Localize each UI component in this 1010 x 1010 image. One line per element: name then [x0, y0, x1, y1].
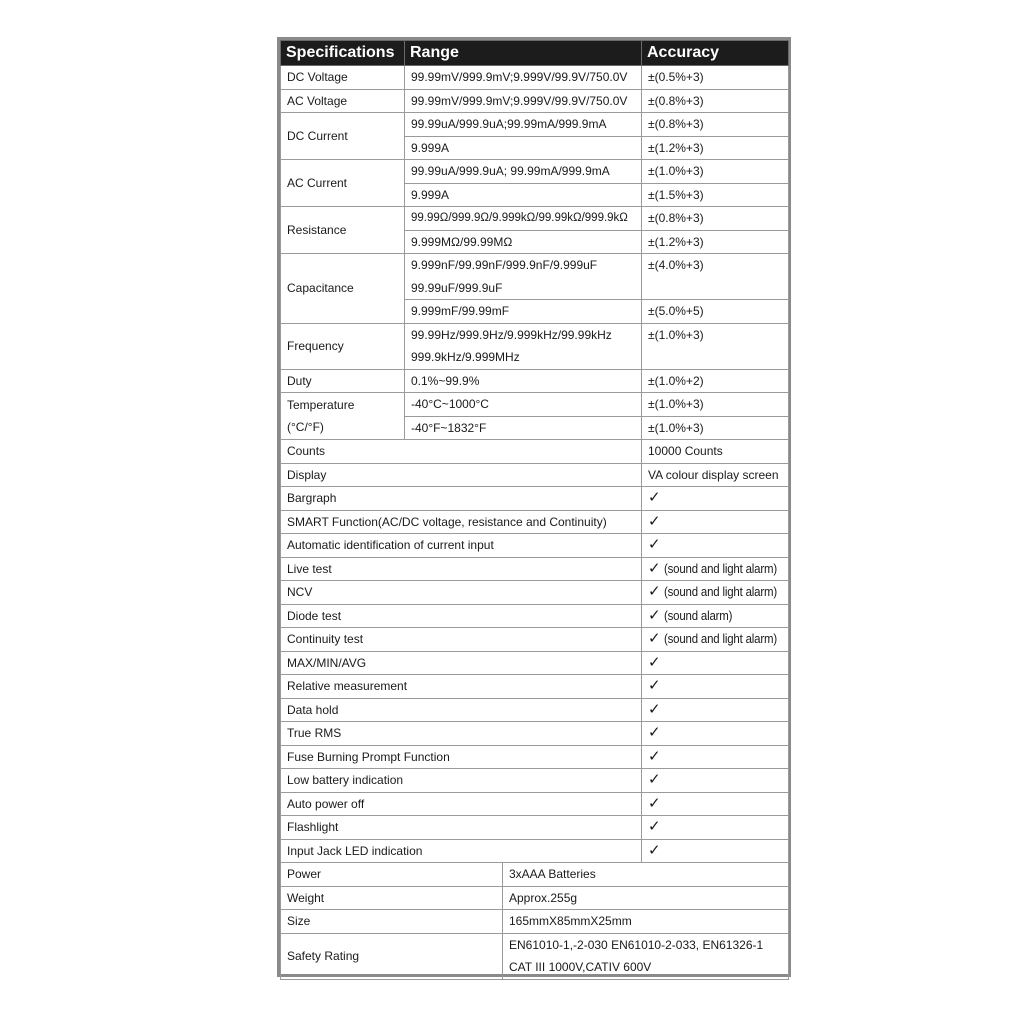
spec-sheet: [277, 37, 791, 977]
feature-value-text: VA colour display screen: [648, 467, 779, 482]
check-icon: ✓: [648, 489, 661, 506]
feature-row: [281, 722, 789, 746]
feature-row: [281, 745, 789, 769]
check-icon: ✓: [648, 771, 661, 788]
feature-row: [281, 487, 789, 511]
check-icon: ✓: [648, 653, 661, 671]
accuracy-resistance-1: ±(0.8%+3): [642, 207, 789, 231]
check-icon: ✓: [648, 794, 661, 812]
feature-value: [642, 440, 789, 464]
range-dc-current-2: 9.999A: [405, 136, 642, 160]
feature-row: [281, 839, 789, 863]
label-ac-current: AC Current: [281, 160, 405, 207]
accuracy-capacitance-1: ±(4.0%+3): [642, 254, 789, 300]
row-frequency: [281, 323, 789, 369]
general-section: [281, 863, 789, 980]
label-ac-voltage: AC Voltage: [281, 89, 405, 113]
accuracy-duty: ±(1.0%+2): [642, 369, 789, 393]
feature-row: [281, 581, 789, 605]
feature-value: [642, 816, 789, 840]
accuracy-temperature-2: ±(1.0%+3): [642, 416, 789, 440]
range-ac-current-2: 9.999A: [405, 183, 642, 207]
row-dc-voltage: [281, 66, 789, 90]
feature-label: Fuse Burning Prompt Function: [281, 745, 642, 769]
range-capacitance-1: [405, 254, 642, 300]
row-duty: [281, 369, 789, 393]
feature-note: (sound and light alarm): [663, 631, 777, 646]
header-range: Range: [405, 41, 642, 66]
feature-value: [642, 651, 789, 675]
label-capacitance: Capacitance: [281, 254, 405, 324]
accuracy-dc-current-2: ±(1.2%+3): [642, 136, 789, 160]
feature-label: Auto power off: [281, 792, 642, 816]
row-resistance-1: [281, 207, 789, 231]
row-size: [281, 910, 789, 934]
label-temperature: [281, 393, 405, 440]
feature-row: [281, 557, 789, 581]
check-icon: ✓: [648, 677, 661, 694]
feature-note: (sound and light alarm): [663, 560, 777, 576]
feature-row: [281, 628, 789, 652]
value-power: 3xAAA Batteries: [503, 863, 789, 887]
feature-value: [642, 698, 789, 722]
feature-row: [281, 816, 789, 840]
range-resistance-2: 9.999MΩ/99.99MΩ: [405, 230, 642, 254]
accuracy-ac-current-2: ±(1.5%+3): [642, 183, 789, 207]
accuracy-temperature-1: ±(1.0%+3): [642, 393, 789, 417]
row-ac-voltage: [281, 89, 789, 113]
label-weight: Weight: [281, 886, 503, 910]
label-power: Power: [281, 863, 503, 887]
feature-row: [281, 463, 789, 487]
feature-row: [281, 440, 789, 464]
feature-value: [642, 604, 789, 628]
feature-row: [281, 510, 789, 534]
check-icon: ✓: [648, 536, 661, 553]
accuracy-ac-voltage: ±(0.8%+3): [642, 89, 789, 113]
feature-value: [642, 745, 789, 769]
feature-row: [281, 651, 789, 675]
check-icon: ✓: [648, 747, 661, 765]
value-safety-line1: EN61010-1,-2-030 EN61010-2-033, EN61326-1: [509, 937, 764, 952]
value-weight: Approx.255g: [503, 886, 789, 910]
range-ac-voltage: 99.99mV/999.9mV;9.999V/99.9V/750.0V: [405, 89, 642, 113]
range-temperature-2: -40°F~1832°F: [405, 416, 642, 440]
header-accuracy: Accuracy: [642, 41, 789, 66]
feature-label: Low battery indication: [281, 769, 642, 793]
feature-label: Continuity test: [281, 628, 642, 652]
row-safety: [281, 933, 789, 979]
feature-label: Input Jack LED indication: [281, 839, 642, 863]
row-weight: [281, 886, 789, 910]
value-safety: [503, 933, 789, 979]
feature-label: Display: [281, 463, 642, 487]
feature-label: Live test: [281, 557, 642, 581]
feature-row: [281, 769, 789, 793]
value-size: 165mmX85mmX25mm: [503, 910, 789, 934]
range-capacitance-2: 9.999mF/99.99mF: [405, 300, 642, 324]
feature-value: [642, 463, 789, 487]
range-frequency-line1: 99.99Hz/999.9Hz/9.999kHz/99.99kHz: [411, 327, 612, 342]
accuracy-ac-current-1: ±(1.0%+3): [642, 160, 789, 184]
feature-row: [281, 698, 789, 722]
label-safety: Safety Rating: [281, 933, 503, 979]
feature-label: Counts: [281, 440, 642, 464]
range-dc-current-1: 99.99uA/999.9uA;99.99mA/999.9mA: [405, 113, 642, 137]
feature-note: (sound alarm): [663, 607, 733, 623]
range-duty: 0.1%~99.9%: [405, 369, 642, 393]
range-frequency-line2: 999.9kHz/9.999MHz: [411, 350, 520, 364]
row-power: [281, 863, 789, 887]
accuracy-capacitance-2: ±(5.0%+5): [642, 300, 789, 324]
feature-label: Bargraph: [281, 487, 642, 511]
feature-value: [642, 510, 789, 534]
check-icon: ✓: [648, 818, 661, 835]
header-specifications: Specifications: [281, 41, 405, 66]
range-dc-voltage: 99.99mV/999.9mV;9.999V/99.9V/750.0V: [405, 66, 642, 90]
label-dc-voltage: DC Voltage: [281, 66, 405, 90]
feature-label: SMART Function(AC/DC voltage, resistance and Continuity): [281, 510, 642, 534]
feature-label: Relative measurement: [281, 675, 642, 699]
check-icon: ✓: [648, 559, 661, 577]
label-dc-current: DC Current: [281, 113, 405, 160]
row-temperature-1: [281, 393, 789, 417]
label-size: Size: [281, 910, 503, 934]
feature-row: [281, 534, 789, 558]
feature-value: [642, 675, 789, 699]
check-icon: ✓: [648, 583, 661, 600]
feature-label: Diode test: [281, 604, 642, 628]
feature-label: Automatic identification of current input: [281, 534, 642, 558]
feature-row: [281, 604, 789, 628]
feature-value: [642, 839, 789, 863]
feature-label: Data hold: [281, 698, 642, 722]
feature-label: Flashlight: [281, 816, 642, 840]
feature-value: [642, 557, 789, 581]
features-section: [281, 440, 789, 863]
label-frequency: Frequency: [281, 323, 405, 369]
accuracy-dc-voltage: ±(0.5%+3): [642, 66, 789, 90]
range-resistance-1: 99.99Ω/999.9Ω/9.999kΩ/99.99kΩ/999.9kΩ: [405, 207, 642, 231]
row-capacitance-1: [281, 254, 789, 300]
row-ac-current-1: [281, 160, 789, 184]
check-icon: ✓: [648, 841, 661, 859]
range-capacitance-1-line1: 9.999nF/99.99nF/999.9nF/9.999uF: [411, 258, 598, 272]
accuracy-resistance-2: ±(1.2%+3): [642, 230, 789, 254]
feature-value: [642, 722, 789, 746]
range-temperature-1: -40°C~1000°C: [405, 393, 642, 417]
feature-value: [642, 628, 789, 652]
row-dc-current-1: [281, 113, 789, 137]
feature-row: [281, 675, 789, 699]
feature-label: NCV: [281, 581, 642, 605]
label-temperature-line1: Temperature: [287, 397, 355, 412]
feature-label: True RMS: [281, 722, 642, 746]
header-row: [281, 41, 789, 66]
feature-label: MAX/MIN/AVG: [281, 651, 642, 675]
accuracy-dc-current-1: ±(0.8%+3): [642, 113, 789, 137]
check-icon: ✓: [648, 700, 661, 718]
range-capacitance-1-line2: 99.99uF/999.9uF: [411, 280, 503, 295]
label-temperature-line2: (°C/°F): [287, 420, 324, 434]
range-frequency: [405, 323, 642, 369]
feature-value: [642, 487, 789, 511]
check-icon: ✓: [648, 724, 661, 741]
check-icon: ✓: [648, 512, 661, 530]
feature-value: [642, 769, 789, 793]
spec-table: [280, 40, 789, 980]
feature-value: [642, 581, 789, 605]
feature-value-text: 10000 Counts: [648, 444, 723, 458]
check-icon: ✓: [648, 630, 661, 647]
feature-value: [642, 792, 789, 816]
value-safety-line2: CAT III 1000V,CATIV 600V: [509, 960, 652, 974]
check-icon: ✓: [648, 606, 661, 624]
accuracy-frequency: ±(1.0%+3): [642, 323, 789, 369]
feature-value: [642, 534, 789, 558]
feature-note: (sound and light alarm): [663, 584, 777, 599]
label-duty: Duty: [281, 369, 405, 393]
label-resistance: Resistance: [281, 207, 405, 254]
range-ac-current-1: 99.99uA/999.9uA; 99.99mA/999.9mA: [405, 160, 642, 184]
feature-row: [281, 792, 789, 816]
